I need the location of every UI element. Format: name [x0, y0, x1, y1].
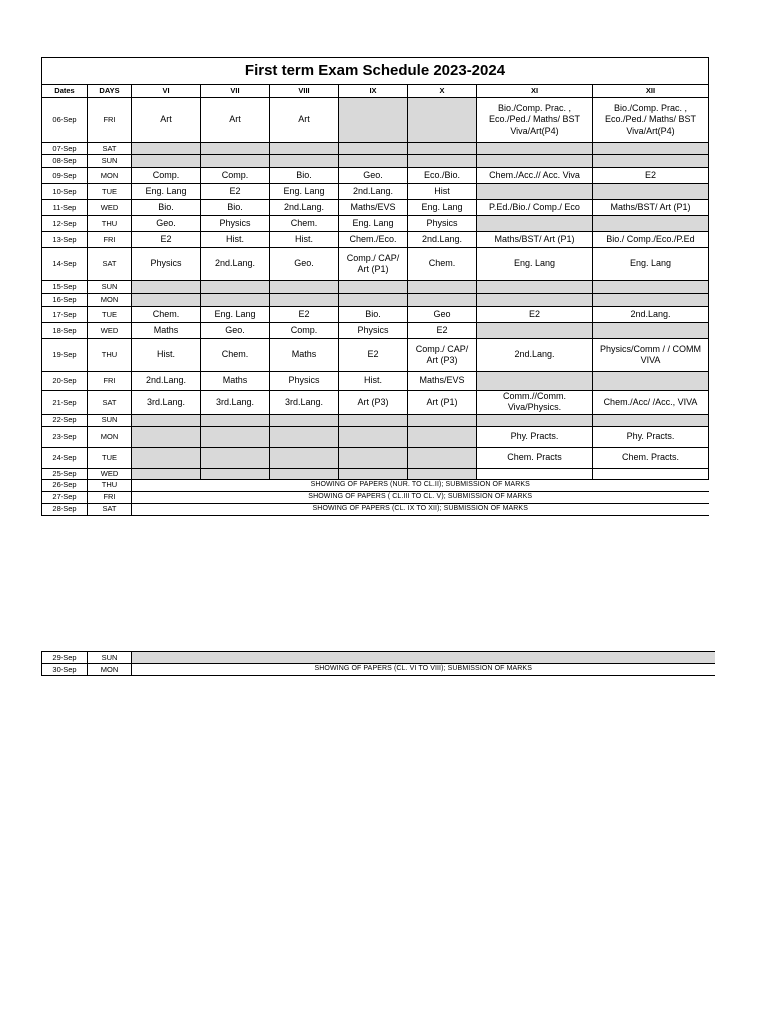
notice-text [132, 652, 715, 664]
subject-cell [477, 414, 593, 426]
subject-cell: P.Ed./Bio./ Comp./ Eco [477, 200, 593, 216]
subject-cell: Chem. [201, 339, 270, 372]
subject-cell [201, 447, 270, 468]
subject-cell [593, 294, 709, 307]
subject-cell [339, 294, 408, 307]
subject-cell: Bio. [339, 307, 408, 323]
subject-cell: E2 [408, 323, 477, 339]
subject-cell [408, 426, 477, 447]
subject-cell: Hist. [132, 339, 201, 372]
subject-cell: Eng. Lang [593, 248, 709, 281]
subject-cell [593, 155, 709, 168]
date-cell: 28-Sep [42, 503, 88, 515]
date-cell: 30-Sep [42, 664, 88, 676]
subject-cell [477, 294, 593, 307]
subject-cell: Physics [201, 216, 270, 232]
subject-cell: Bio. [201, 200, 270, 216]
header-cell: Dates [42, 85, 88, 98]
subject-cell: Bio. [132, 200, 201, 216]
day-cell: SAT [88, 248, 132, 281]
subject-cell: Chem. [132, 307, 201, 323]
subject-cell: Chem. Practs. [593, 447, 709, 468]
subject-cell: 3rd.Lang. [270, 391, 339, 415]
subject-cell [132, 281, 201, 294]
header-cell: XI [477, 85, 593, 98]
subject-cell: Eng. Lang [132, 184, 201, 200]
subject-cell: E2 [201, 184, 270, 200]
schedule-row [42, 155, 709, 168]
day-cell: FRI [88, 491, 132, 503]
date-cell: 12-Sep [42, 216, 88, 232]
subject-cell [270, 426, 339, 447]
subject-cell [270, 414, 339, 426]
subject-cell [477, 323, 593, 339]
subject-cell [132, 468, 201, 479]
day-cell: TUE [88, 447, 132, 468]
subject-cell: Eng. Lang [408, 200, 477, 216]
day-cell: SUN [88, 652, 132, 664]
subject-cell [339, 155, 408, 168]
subject-cell: Art (P3) [339, 391, 408, 415]
subject-cell [408, 294, 477, 307]
day-cell: TUE [88, 307, 132, 323]
subject-cell [132, 447, 201, 468]
subject-cell [270, 447, 339, 468]
subject-cell: Maths [132, 323, 201, 339]
notice-row [42, 491, 709, 503]
subject-cell: Hist. [339, 372, 408, 391]
subject-cell: 3rd.Lang. [201, 391, 270, 415]
notice-row [42, 664, 715, 676]
subject-cell: E2 [132, 232, 201, 248]
subject-cell: Comp./ CAP/ Art (P1) [339, 248, 408, 281]
subject-cell [270, 281, 339, 294]
subject-cell: Geo. [339, 168, 408, 184]
date-cell: 29-Sep [42, 652, 88, 664]
schedule-title: First term Exam Schedule 2023-2024 [42, 58, 709, 85]
subject-cell: Maths/EVS [408, 372, 477, 391]
date-cell: 16-Sep [42, 294, 88, 307]
date-cell: 06-Sep [42, 98, 88, 143]
subject-cell: Physics [270, 372, 339, 391]
subject-cell [339, 426, 408, 447]
subject-cell: Chem./Acc.// Acc. Viva [477, 168, 593, 184]
subject-cell: Eng. Lang [201, 307, 270, 323]
day-cell: MON [88, 168, 132, 184]
schedule-row [42, 426, 709, 447]
date-cell: 25-Sep [42, 468, 88, 479]
subject-cell: Comp./ CAP/ Art (P3) [408, 339, 477, 372]
subject-cell [339, 468, 408, 479]
subject-cell: Chem. [408, 248, 477, 281]
subject-cell [593, 143, 709, 155]
subject-cell: 2nd.Lang. [477, 339, 593, 372]
day-cell: MON [88, 664, 132, 676]
subject-cell [201, 414, 270, 426]
subject-cell [408, 155, 477, 168]
schedule-row [42, 98, 709, 143]
subject-cell: Maths/EVS [339, 200, 408, 216]
schedule-row [42, 339, 709, 372]
subject-cell [408, 98, 477, 143]
subject-cell: Physics [408, 216, 477, 232]
day-cell: FRI [88, 232, 132, 248]
subject-cell: E2 [477, 307, 593, 323]
subject-cell [477, 372, 593, 391]
schedule-row [42, 307, 709, 323]
subject-cell: 2nd.Lang. [339, 184, 408, 200]
header-cell: XII [593, 85, 709, 98]
schedule-row [42, 143, 709, 155]
date-cell: 18-Sep [42, 323, 88, 339]
subject-cell [408, 143, 477, 155]
day-cell: THU [88, 339, 132, 372]
subject-cell [201, 281, 270, 294]
day-cell: SUN [88, 155, 132, 168]
subject-cell: Art [270, 98, 339, 143]
schedule-row [42, 414, 709, 426]
subject-cell [339, 414, 408, 426]
subject-cell: Bio. [270, 168, 339, 184]
subject-cell [339, 281, 408, 294]
subject-cell [201, 155, 270, 168]
date-cell: 24-Sep [42, 447, 88, 468]
date-cell: 14-Sep [42, 248, 88, 281]
subject-cell: Hist. [201, 232, 270, 248]
subject-cell [201, 426, 270, 447]
subject-cell: Comm.//Comm. Viva/Physics. [477, 391, 593, 415]
subject-cell: Geo. [201, 323, 270, 339]
subject-cell [593, 468, 709, 479]
date-cell: 27-Sep [42, 491, 88, 503]
subject-cell [339, 447, 408, 468]
subject-cell: Chem. Practs [477, 447, 593, 468]
header-cell: VI [132, 85, 201, 98]
subject-cell: 2nd.Lang. [408, 232, 477, 248]
subject-cell: Eng. Lang [270, 184, 339, 200]
header-row [42, 85, 709, 98]
notice-row [42, 503, 709, 515]
header-cell: VII [201, 85, 270, 98]
subject-cell [132, 143, 201, 155]
subject-cell: Art (P1) [408, 391, 477, 415]
subject-cell [270, 294, 339, 307]
subject-cell: Physics [339, 323, 408, 339]
subject-cell: Comp. [270, 323, 339, 339]
date-cell: 20-Sep [42, 372, 88, 391]
date-cell: 26-Sep [42, 479, 88, 491]
day-cell: FRI [88, 372, 132, 391]
subject-cell: Comp. [132, 168, 201, 184]
subject-cell: Geo [408, 307, 477, 323]
subject-cell: Bio./Comp. Prac. , Eco./Ped./ Maths/ BST Viva/Art(P4) [593, 98, 709, 143]
exam-schedule-table-continued [41, 651, 715, 676]
subject-cell [593, 216, 709, 232]
subject-cell [132, 155, 201, 168]
subject-cell [477, 468, 593, 479]
date-cell: 23-Sep [42, 426, 88, 447]
subject-cell: E2 [270, 307, 339, 323]
header-cell: X [408, 85, 477, 98]
schedule-row [42, 248, 709, 281]
subject-cell: E2 [593, 168, 709, 184]
day-cell: MON [88, 426, 132, 447]
subject-cell: Eco./Bio. [408, 168, 477, 184]
schedule-row [42, 168, 709, 184]
schedule-row [42, 200, 709, 216]
day-cell: SUN [88, 281, 132, 294]
subject-cell [477, 143, 593, 155]
exam-schedule-table [41, 57, 709, 516]
date-cell: 11-Sep [42, 200, 88, 216]
day-cell: SAT [88, 503, 132, 515]
day-cell: THU [88, 479, 132, 491]
date-cell: 17-Sep [42, 307, 88, 323]
subject-cell: Hist [408, 184, 477, 200]
subject-cell: Maths/BST/ Art (P1) [593, 200, 709, 216]
subject-cell: Maths/BST/ Art (P1) [477, 232, 593, 248]
subject-cell [593, 281, 709, 294]
subject-cell [270, 155, 339, 168]
subject-cell: 2nd.Lang. [132, 372, 201, 391]
subject-cell: Bio./ Comp./Eco./P.Ed [593, 232, 709, 248]
subject-cell: Maths [270, 339, 339, 372]
schedule-row [42, 232, 709, 248]
day-cell: SUN [88, 414, 132, 426]
schedule-row [42, 468, 709, 479]
schedule-row [42, 184, 709, 200]
subject-cell: Eng. Lang [477, 248, 593, 281]
subject-cell [132, 414, 201, 426]
day-cell: MON [88, 294, 132, 307]
subject-cell: 3rd.Lang. [132, 391, 201, 415]
schedule-row [42, 372, 709, 391]
subject-cell [593, 184, 709, 200]
subject-cell [201, 143, 270, 155]
subject-cell [593, 414, 709, 426]
day-cell: SAT [88, 391, 132, 415]
subject-cell: Chem./Eco. [339, 232, 408, 248]
subject-cell: Art [132, 98, 201, 143]
header-cell: DAYS [88, 85, 132, 98]
notice-row [42, 652, 715, 664]
day-cell: SAT [88, 143, 132, 155]
subject-cell: Comp. [201, 168, 270, 184]
subject-cell: Maths [201, 372, 270, 391]
date-cell: 07-Sep [42, 143, 88, 155]
subject-cell [477, 184, 593, 200]
subject-cell: Geo. [270, 248, 339, 281]
subject-cell [270, 143, 339, 155]
subject-cell [477, 155, 593, 168]
subject-cell: Chem./Acc/ /Acc., VIVA [593, 391, 709, 415]
schedule-row [42, 281, 709, 294]
date-cell: 19-Sep [42, 339, 88, 372]
date-cell: 21-Sep [42, 391, 88, 415]
subject-cell: 2nd.Lang. [270, 200, 339, 216]
subject-cell [339, 143, 408, 155]
date-cell: 13-Sep [42, 232, 88, 248]
subject-cell [408, 447, 477, 468]
subject-cell [201, 294, 270, 307]
header-cell: IX [339, 85, 408, 98]
date-cell: 15-Sep [42, 281, 88, 294]
subject-cell [408, 281, 477, 294]
subject-cell [132, 426, 201, 447]
subject-cell: Geo. [132, 216, 201, 232]
subject-cell [132, 294, 201, 307]
day-cell: WED [88, 200, 132, 216]
subject-cell [408, 468, 477, 479]
schedule-row [42, 216, 709, 232]
day-cell: WED [88, 323, 132, 339]
header-cell: VIII [270, 85, 339, 98]
notice-text: SHOWING OF PAPERS (CL. IX TO XII); SUBMISSION OF MARKS [132, 503, 709, 515]
subject-cell: Phy. Practs. [477, 426, 593, 447]
schedule-row [42, 323, 709, 339]
subject-cell [477, 216, 593, 232]
subject-cell [408, 414, 477, 426]
subject-cell: Hist. [270, 232, 339, 248]
notice-text: SHOWING OF PAPERS (NUR. TO CL.II); SUBMISSION OF MARKS [132, 479, 709, 491]
subject-cell: Phy. Practs. [593, 426, 709, 447]
date-cell: 09-Sep [42, 168, 88, 184]
schedule-row [42, 391, 709, 415]
subject-cell: Eng. Lang [339, 216, 408, 232]
day-cell: THU [88, 216, 132, 232]
date-cell: 08-Sep [42, 155, 88, 168]
subject-cell: Physics [132, 248, 201, 281]
notice-text: SHOWING OF PAPERS ( CL.III TO CL. V); SUBMISSION OF MARKS [132, 491, 709, 503]
schedule-row [42, 447, 709, 468]
subject-cell: Physics/Comm / / COMM VIVA [593, 339, 709, 372]
day-cell: TUE [88, 184, 132, 200]
subject-cell: E2 [339, 339, 408, 372]
subject-cell [270, 468, 339, 479]
subject-cell: Bio./Comp. Prac. , Eco./Ped./ Maths/ BST Viva/Art(P4) [477, 98, 593, 143]
subject-cell: Chem. [270, 216, 339, 232]
schedule-row [42, 294, 709, 307]
subject-cell [593, 323, 709, 339]
day-cell: WED [88, 468, 132, 479]
subject-cell: 2nd.Lang. [593, 307, 709, 323]
date-cell: 10-Sep [42, 184, 88, 200]
subject-cell [477, 281, 593, 294]
subject-cell: 2nd.Lang. [201, 248, 270, 281]
subject-cell: Art [201, 98, 270, 143]
notice-row [42, 479, 709, 491]
date-cell: 22-Sep [42, 414, 88, 426]
subject-cell [201, 468, 270, 479]
day-cell: FRI [88, 98, 132, 143]
subject-cell [593, 372, 709, 391]
notice-text: SHOWING OF PAPERS (CL. VI TO VIII); SUBMISSION OF MARKS [132, 664, 715, 676]
subject-cell [339, 98, 408, 143]
